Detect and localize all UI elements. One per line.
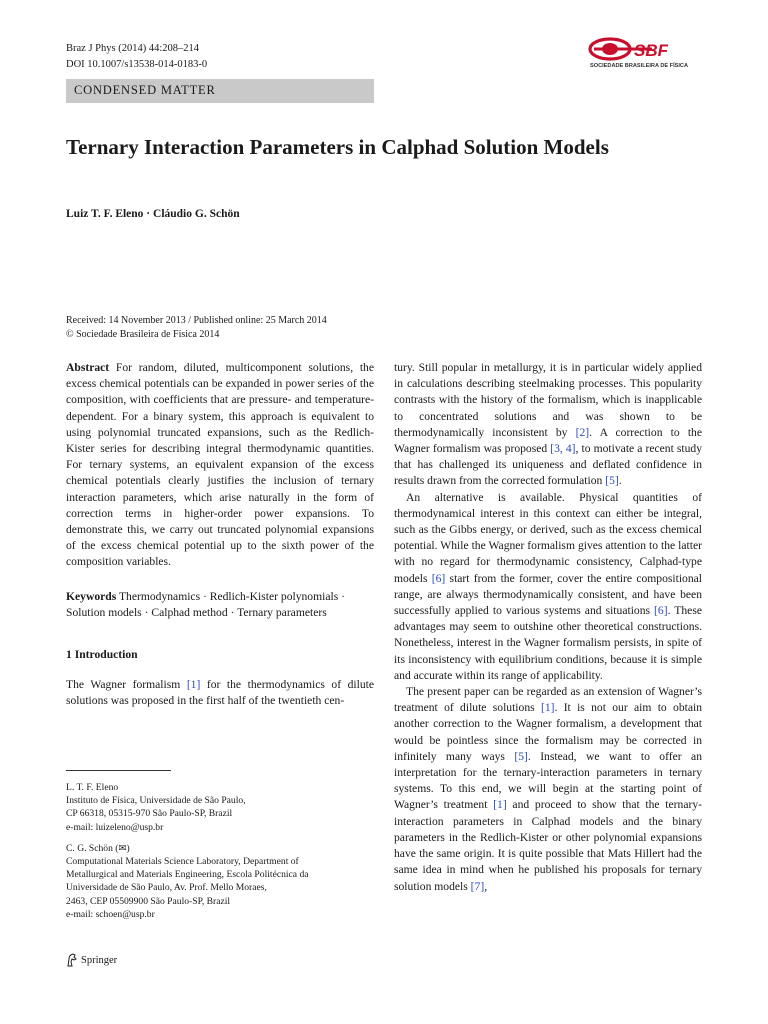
abstract-label: Abstract (66, 361, 110, 374)
affiliation-line: CP 66318, 05315-970 São Paulo-SP, Brazil (66, 808, 233, 820)
left-column (66, 360, 374, 710)
affiliation-line: 2463, CEP 05509900 São Paulo-SP, Brazil (66, 895, 231, 907)
citation-link[interactable]: [1] (493, 798, 507, 812)
intro-paragraph-1-cont (394, 360, 702, 490)
citation-link[interactable]: [6] (431, 571, 446, 585)
journal-citation (66, 41, 207, 73)
affiliation-line: Metallurgical and Materials Engineering, Escola Politécnica da (66, 869, 309, 881)
affiliation-email[interactable]: e-mail: schoen@usp.br (66, 908, 155, 920)
text-run: for the thermodynamics of dilute solutions was proposed in the first half of the twentieth cen- (66, 678, 374, 708)
text-run: and proceed to show that the ternary-interaction parameters in Calphad models and the binary parameters in the Redlich-Kister or other polynomial expansions have the same origin. It is quite possible that Mats Hillert had the same idea in mind when he published his proposals for ternary solution models (394, 798, 703, 893)
text-run: The present paper can be regarded as an extension of Wagner’s treatment of dilute solutions (394, 685, 702, 715)
citation-link[interactable]: [7] (470, 879, 485, 893)
article-title: Ternary Interaction Parameters in Calphad Solution Models (66, 135, 609, 159)
section-label: CONDENSED MATTER (74, 83, 216, 97)
affiliation-name: C. G. Schön (✉) (66, 842, 130, 854)
keywords-label: Keywords (66, 589, 117, 603)
intro-paragraph-1 (66, 677, 374, 709)
journal-doi[interactable]: DOI 10.1007/s13538-014-0183-0 (66, 59, 208, 70)
text-run: . These advantages may seem to outshine other theoretical constructions. Nonetheless, interest in the Wagner formalism persists, in spite of its inconsistency with equilibrium conditions, because it is simple and accurate within its range of applicability. (394, 604, 702, 682)
sbf-logo-icon (588, 36, 700, 70)
sbf-logo (588, 36, 700, 70)
text-run: start from the former, cover the entire compositional range, are always thermodynamically consistent, and have been successfully applied to various systems and situations (394, 571, 703, 618)
abstract (66, 360, 374, 571)
affiliation-name: L. T. F. Eleno (66, 782, 119, 793)
text-run: , to motivate a recent study that has challenged its uniqueness and deflated confidence in results drawn from the corrected formulation (394, 442, 702, 488)
received-published: Received: 14 November 2013 / Published online: 25 March 2014 (66, 315, 327, 326)
text-run: , (484, 879, 488, 893)
affiliation-line: Instituto de Física, Universidade de São Paulo, (66, 795, 246, 807)
author-affiliations (66, 781, 376, 921)
text-run: . Instead, we want to offer an interpretation for the ternary-interaction parameters in ternary systems. To this end, we will begin at the starting point of Wagner’s treatment (394, 749, 702, 812)
citation-link[interactable]: [6] (654, 604, 668, 618)
affiliation-eleno (66, 781, 376, 834)
citation-link[interactable]: [3, 4] (550, 442, 576, 456)
publication-dates (66, 314, 327, 342)
text-run: . (618, 474, 622, 488)
logo-tagline: SOCIEDADE BRASILEIRA DE FÍSICA (590, 63, 689, 69)
publisher-name: Springer (81, 954, 118, 966)
citation-link[interactable]: [1] (186, 678, 201, 692)
copyright-line: © Sociedade Brasileira de Física 2014 (66, 329, 220, 340)
text-run: tury. Still popular in metallurgy, it is in particular widely applied in calculations describing steelmaking processes. This popularity contrasts with the history of the formalism, which is inapplicable to concentrated solutions and was shown to be thermodynamically inconsistent by (394, 361, 702, 439)
intro-heading: 1 Introduction (66, 648, 138, 662)
publisher-mark (66, 953, 117, 967)
logo-name: SBF (634, 41, 668, 60)
affiliation-line: Universidade de São Paulo, Av. Prof. Mello Moraes, (66, 882, 267, 894)
springer-horse-icon (66, 953, 77, 967)
intro-paragraph-2 (394, 490, 702, 684)
affiliation-schon (66, 842, 376, 921)
section-banner (66, 79, 374, 103)
intro-paragraph-3 (394, 684, 702, 895)
citation-link[interactable]: [2] (575, 425, 590, 439)
footnote-divider (66, 770, 171, 771)
text-run: An alternative is available. Physical quantities of thermodynamical interest in this context can either be integral, such as the Gibbs energy, or derived, such as the excess chemical potential. While the Wagner formalism gives attention to the latter with no regard for thermodynamic consistency, Calphad-type models (394, 490, 702, 585)
text-run: . It is not our aim to obtain another correction to the Wagner formalism, a development that would be pointless since the formalism may be corrected in infinitely many ways (394, 701, 703, 763)
affiliation-email[interactable]: e-mail: luizeleno@usp.br (66, 821, 164, 833)
text-run: The Wagner formalism (66, 678, 187, 692)
author-list: Luiz T. F. Eleno · Cláudio G. Schön (66, 208, 240, 220)
citation-link[interactable]: [1] (540, 701, 555, 715)
abstract-text: For random, diluted, multicomponent solutions, the excess chemical potentials can be expanded in power series of the composition, with coefficients that are pressure- and temperature-dependent. For a binary system, this approach is equivalent to using polynomial truncated expansions, such as the Redlich-Kister series for describing integral thermodynamic quantities. For ternary systems, an equivalent expansion of the excess chemical potentials clearly justifies the inclusion of ternary interaction parameters, which arise naturally in the form of correction terms in higher-order power expansions. To demonstrate this, we carry out truncated polynomial expansions of the excess chemical potential up to the sixth power of the composition variables. (66, 361, 374, 569)
keywords-text: Thermodynamics · Redlich-Kister polynomials · Solution models · Calphad method · Ternary parameters (66, 589, 345, 619)
text-run: . A correction to the Wagner formalism was proposed (394, 425, 703, 456)
journal-volume: Braz J Phys (2014) 44:208–214 (66, 43, 199, 54)
citation-link[interactable]: [5] (605, 474, 619, 488)
citation-link[interactable]: [5] (514, 749, 528, 763)
right-column (394, 360, 702, 895)
keywords (66, 589, 374, 621)
affiliation-line: Computational Materials Science Laboratory, Department of (66, 856, 299, 868)
